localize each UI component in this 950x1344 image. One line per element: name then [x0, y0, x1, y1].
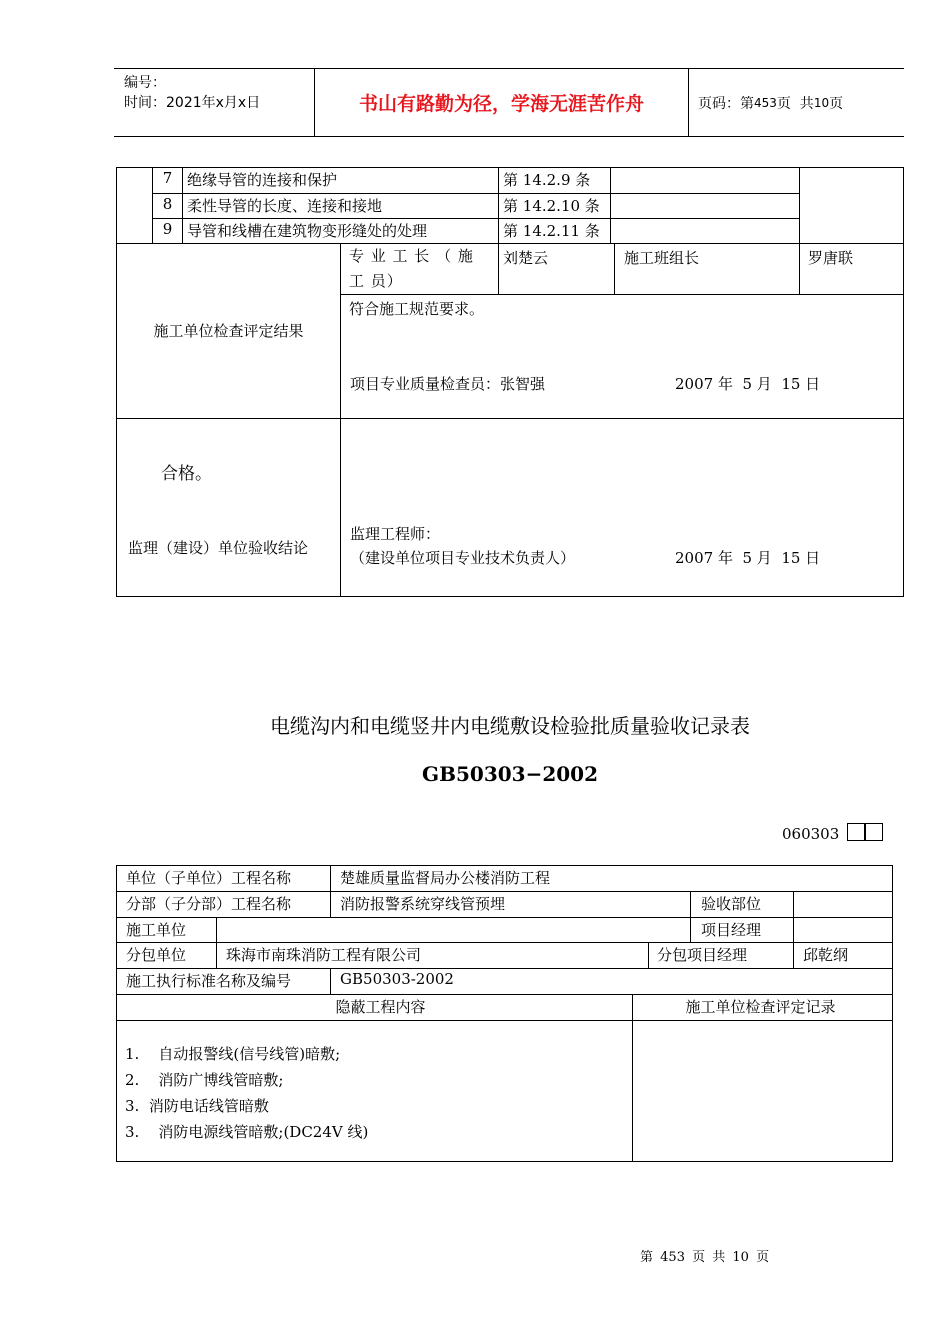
list-item: 2. 消防广博线管暗敷;: [125, 1071, 284, 1089]
footer-page: 453: [660, 1250, 685, 1265]
sub-project-value: 消防报警系统穿线管预埋: [331, 892, 691, 918]
acceptance-table: [116, 865, 893, 1162]
subcontractor-label: 分包单位: [117, 943, 217, 969]
page-total: 10: [813, 95, 830, 110]
sub-project-label: 分部（子分部）工程名称: [117, 892, 331, 918]
code-box: [847, 823, 865, 841]
table-row: [117, 943, 893, 969]
acceptance-date: 2007 年 5 月 15 日: [675, 549, 821, 567]
table-row: [117, 244, 904, 295]
inspector-line: 项目专业质量检查员：张智强: [350, 375, 546, 393]
supervisor-conclusion-cell: [117, 419, 341, 597]
item-clause: 第 14.2.9 条: [499, 168, 611, 194]
contractor-result-label: 施工单位检查评定结果: [117, 244, 341, 419]
contractor-result-cell: [341, 295, 904, 419]
standard-label: 施工执行标准名称及编号: [117, 969, 331, 995]
header-page-info: [689, 69, 904, 136]
construction-unit-label: 施工单位: [117, 918, 217, 943]
hidden-work-list: [117, 1021, 633, 1162]
supervisor-conclusion-label: 监理（建设）单位验收结论: [128, 539, 309, 557]
check-record-cell: [633, 1021, 893, 1162]
unit-project-label: 单位（子单位）工程名称: [117, 866, 331, 892]
conclusion-text: 合格。: [161, 464, 212, 484]
list-item: 1. 自动报警线(信号线管)暗敷;: [125, 1045, 341, 1063]
list-item: 3. 消防电话线管暗敷: [125, 1097, 269, 1115]
unit-project-value: 楚雄质量监督局办公楼消防工程: [331, 866, 893, 892]
engineer-label: 监理工程师：: [350, 525, 441, 543]
table-row: [117, 918, 893, 943]
table-row: [117, 995, 893, 1021]
item-desc: 导管和线槽在建筑物变形缝处的处理: [183, 219, 499, 244]
inspection-date: 2007 年 5 月 15 日: [675, 375, 821, 393]
item-no: 9: [153, 219, 183, 244]
page-mid: 页 共: [776, 95, 814, 112]
footer-prefix: 第: [640, 1250, 654, 1265]
page-prefix: 页码：第: [698, 95, 754, 112]
standard-code: GB50303−2002: [422, 762, 598, 786]
inspection-table: [116, 167, 904, 597]
form-code-line: [782, 823, 883, 843]
footer-suffix: 页: [756, 1250, 770, 1265]
contractor-result-text: 符合施工规范要求。: [349, 300, 485, 318]
code-label: 编号：: [124, 75, 166, 91]
date-label: 时间：2021年x月x日: [124, 95, 261, 111]
team-leader-label: 施工班组长: [615, 244, 800, 295]
table-row: [117, 1021, 893, 1162]
table-row: [117, 892, 893, 918]
owner-label: （建设单位项目专业技术负责人）: [350, 549, 576, 567]
item-desc: 柔性导管的长度、连接和接地: [183, 194, 499, 219]
footer-total: 10: [732, 1250, 749, 1265]
subcontractor-value: 珠海市南珠消防工程有限公司: [217, 943, 649, 969]
foreman-name: 刘楚云: [499, 244, 615, 295]
hidden-work-header: 隐蔽工程内容: [117, 995, 633, 1021]
standard-value: GB50303-2002: [331, 969, 893, 995]
item-clause: 第 14.2.10 条: [499, 194, 611, 219]
header-motto: 书山有路勤为径，学海无涯苦作舟: [314, 69, 689, 136]
footer-mid: 页 共: [692, 1250, 726, 1265]
project-manager-label: 项目经理: [691, 918, 794, 943]
acceptance-part-value: [794, 892, 893, 918]
code-box: [865, 823, 883, 841]
item-no: 7: [153, 168, 183, 194]
form-title: 电缆沟内和电缆竖井内电缆敷设检验批质量验收记录表: [270, 714, 750, 738]
header-meta: [114, 69, 314, 136]
supervisor-sign-cell: [341, 419, 904, 597]
table-row: [117, 969, 893, 995]
table-row: [117, 866, 893, 892]
construction-unit-value: [217, 918, 691, 943]
page-number: 453: [754, 95, 777, 110]
list-item: 3. 消防电源线管暗敷;(DC24V 线): [125, 1123, 369, 1141]
sub-pm-label: 分包项目经理: [649, 943, 794, 969]
page-suffix: 页: [829, 95, 844, 112]
table-row: [117, 219, 904, 244]
item-no: 8: [153, 194, 183, 219]
item-clause: 第 14.2.11 条: [499, 219, 611, 244]
page-footer: [640, 1246, 769, 1265]
table-row: [117, 419, 904, 597]
check-record-header: 施工单位检查评定记录: [633, 995, 893, 1021]
page-header: [114, 68, 904, 137]
team-leader-name: 罗唐联: [800, 244, 904, 295]
acceptance-part-label: 验收部位: [691, 892, 794, 918]
item-desc: 绝缘导管的连接和保护: [183, 168, 499, 194]
sub-pm-value: 邱乾纲: [794, 943, 893, 969]
form-code: 060303: [782, 825, 840, 843]
table-row: [117, 168, 904, 194]
table-row: [117, 194, 904, 219]
project-manager-value: [794, 918, 893, 943]
foreman-label: 专 业 工 长 （ 施 工 员）: [341, 244, 499, 295]
